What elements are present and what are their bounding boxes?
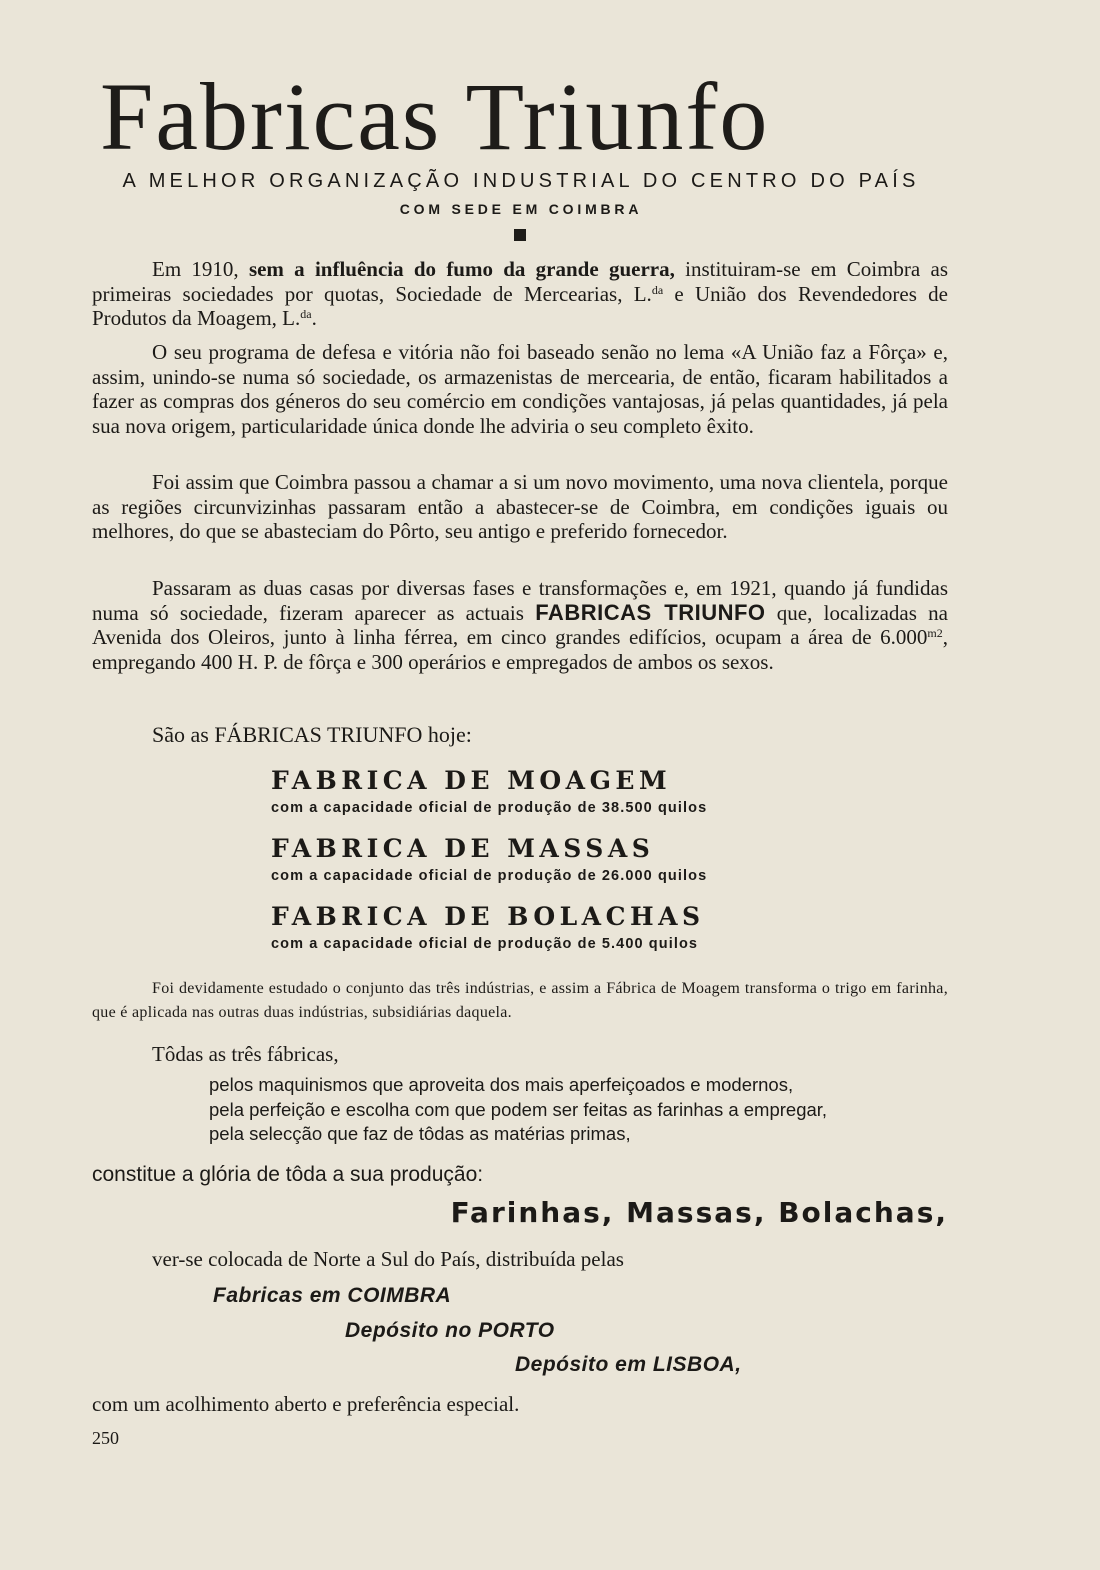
factory-name: FABRICA DE BOLACHAS [271,902,705,931]
paragraph-text: que, localizadas na Avenida dos Oleiros, junto à linha férrea, em cinco grandes edifícios, ocupam a área de 6.000 [92,600,949,649]
paragraph-text: . [311,306,317,330]
superscript: da [651,282,664,297]
industry-note [92,977,948,1025]
page-number: 250 [92,1428,119,1448]
location-coimbra: Fabricas em COIMBRA [213,1284,452,1307]
factory-capacity: com a capacidade oficial de produção de 5.400 quilos [271,936,699,952]
location-porto: Depósito no PORTO [345,1319,555,1342]
paragraph-2 [92,340,948,438]
paragraph-text: , empregando 400 H. P. de fôrça e 300 operários e empregados de ambos os sexos. [92,625,948,674]
products-line: Farinhas, Massas, Bolachas, [450,1196,948,1229]
seat-line: COM SEDE EM COIMBRA [399,201,643,217]
note-text: Foi devidamente estudado o conjunto das três indústrias, e assim a Fábrica de Moagem transforma o trigo em farinha, que é aplicada nas outras duas indústrias, subsidiárias daquela. [92,980,948,1021]
factory-name: FABRICA DE MASSAS [271,834,655,863]
paragraph-text: instituiram-se em Coimbra as primeiras sociedades por quotas, Sociedade de Mercearias, L. [92,257,948,306]
paragraph-bold-text: sem a influência do fumo da grande guerra, [248,257,675,281]
reason-item: pela selecção que faz de tôdas as matérias primas, [209,1123,631,1144]
glory-line: constitue a glória de tôda a sua produção: [92,1163,484,1186]
page-subtitle: A MELHOR ORGANIZAÇÃO INDUSTRIAL DO CENTRO DO PAÍS [122,170,920,192]
factory-capacity: com a capacidade oficial de produção de 38.500 quilos [271,800,708,816]
company-name: FABRICAS TRIUNFO [535,599,766,625]
paragraph-text: Foi assim que Coimbra passou a chamar a si um novo movimento, uma nova clientela, porque as regiões circunvizinhas passaram então a abastecer-se de Coimbra, em condições iguais ou melhores, do que se abasteciam do Pôrto, seu antigo e preferido fornecedor. [92,470,948,543]
ornament-square-icon [514,229,526,241]
factory-name: FABRICA DE MOAGEM [271,766,672,795]
paragraph-text: O seu programa de defesa e vitória não foi baseado senão no lema «A União faz a Fôrça» e, assim, unindo-se numa só sociedade, os armazenistas de mercearia, de então, ficaram habilitados a fazer as compras dos géneros do seu comércio em condições vantajosas, já pelas quantidades, já pela sua nova origem, particularidade única donde lhe adviria o seu completo êxito. [92,340,948,438]
reason-item: pela perfeição e escolha com que podem ser feitas as farinhas a empregar, [209,1099,828,1120]
paragraph-text: e União dos Revendedores de Produtos da Moagem, L. [92,281,948,330]
location-lisboa: Depósito em LISBOA, [515,1353,742,1376]
all-factories-line: Tôdas as três fábricas, [152,1042,339,1066]
superscript: da [300,307,312,321]
distribution-line: ver-se colocada de Norte a Sul do País, distribuída pelas [152,1247,624,1271]
reason-item: pelos maquinismos que aproveita dos mais aperfeiçoados e modernos, [209,1074,794,1095]
paragraph-1 [92,257,948,331]
closing-line: com um acolhimento aberto e preferência especial. [92,1392,520,1416]
factory-capacity: com a capacidade oficial de produção de 26.000 quilos [271,868,708,884]
paragraph-text: Em 1910, [152,257,249,281]
superscript: m2 [927,626,943,640]
page-title: Fabricas Triunfo [100,63,770,170]
paragraph-3 [92,470,948,544]
paragraph-text: Passaram as duas casas por diversas fases e transformações e, em 1921, quando já fundidas numa só sociedade, fizeram aparecer as actuais [92,576,948,625]
factories-intro: São as FÁBRICAS TRIUNFO hoje: [152,722,472,747]
paragraph-4 [92,576,948,674]
